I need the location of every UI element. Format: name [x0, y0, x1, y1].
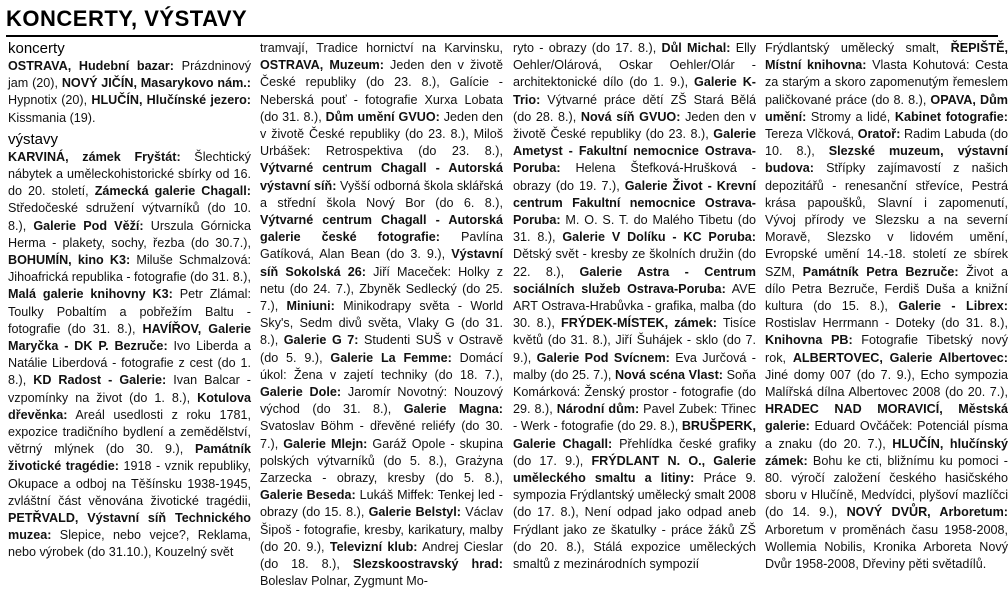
listing-text: Výtvarné práce dětí ZŠ Stará Bělá (do 28. 8.), — [513, 92, 756, 124]
venue-name: BOHUMÍN, kino K3: — [8, 253, 131, 268]
venue-name: Galerie Belstyl: — [368, 505, 461, 520]
venue-name: FRÝDLANT N. O., Galerie uměleckého smaltu a litiny: — [513, 453, 757, 486]
venue-name: OSTRAVA, Hudební bazar: — [8, 59, 175, 73]
venue-name: Galerie Dole: — [260, 385, 342, 400]
listing-text: Miluše Schmalzová: Jihoafrická republika - fotografie (do 31. 8.), — [8, 253, 252, 285]
venue-name: OSTRAVA, Muzeum: — [260, 58, 384, 73]
venue-name: Slezskoostravský hrad: — [352, 557, 503, 572]
venue-name: NOVÝ JIČÍN, Masarykovo nám.: — [61, 76, 251, 91]
listing-text: Minikodrapy světa - World Sky's, Sedm divů světa, Vlaky G (do 31. 8.), — [260, 299, 504, 348]
column-4 — [765, 40, 1008, 572]
venue-name: Výtvarné centrum Chagall - Autorská výstavní síň: — [260, 161, 503, 193]
listing-text: Elly Oehler/Olárová, Oskar Oehler/Olár - architektonické dílo (do 1. 9.), — [513, 41, 756, 90]
venue-name: ALBERTOVEC, Galerie Albertovec: — [792, 350, 1008, 365]
venue-name: Televizní klub: — [329, 539, 418, 554]
listing-text: Garáž Opole - skupina polských výtvarníků (do 5. 8.), Grażyna Zarzecka - obrazy, kresby (do 5. 8.), — [260, 436, 503, 486]
listing-text: Život a dílo Petra Bezruče, Ferdiš Duša a knižní kultura (do 15. 8.), — [765, 264, 1008, 314]
listing-text: AVE ART Ostrava-Hrabůvka - grafika, malba (do 30. 8.), — [513, 281, 756, 331]
listing-text: Arboretum v proměnách času 1958-2008, Wollemia Nobilis, Kronika Arboreta Nový Dvůr 1958-2008, Dřeviny pěti světadílů. — [765, 522, 1008, 572]
venue-name: OPAVA, Dům umění: — [765, 92, 1008, 124]
listing-text: Práce 9. sympozia Frýdlantský umělecký smalt 2008 (do 17. 8.), Není odpad jako odpad aneb Frýdlant jako ze škatulky - práce žáků ZŠ (do 20. 8.), Stálá expozice uměleckých smaltů z mezinárodních sympozií — [513, 471, 756, 572]
listing-text: Bohu ke cti, bližnímu ku pomoci - 80. výročí založení českého hasičského sboru v Hlučíně, Medvídci, plyšoví mazlíčci (do 14. 9.), — [765, 453, 1008, 520]
listing-text: Vlasta Kohutová: Cesta za starým a skoro zapomenutým řemeslem paličkované práce (do 8. 8.), — [765, 58, 1008, 107]
venue-name: Galerie K-Trio: — [513, 75, 756, 107]
venue-name: HLUČÍN, Hlučínské jezero: — [91, 93, 252, 108]
listing-text: Jeden den v životě České republiky (do 23. 8.), Miloš Urbášek: Retrospektiva (do 23. 8.), — [260, 109, 503, 159]
section-heading-koncerty: koncerty — [8, 40, 65, 57]
listing-text: Eduard Ovčáček: Potenciál písma a znaku (do 20. 7.), — [765, 419, 1008, 451]
listing-text: Dětský svět - kresby ze školních družin (do 22. 8.), — [513, 247, 756, 279]
venue-name: Památník životické tragédie: — [8, 442, 251, 474]
venue-name: ŘEPIŠTĚ, Místní knihovna: — [765, 41, 1008, 73]
venue-name: Výstavní síň Sokolská 26: — [260, 247, 503, 279]
venue-name: Nová scéna Vlast: — [614, 367, 723, 382]
listing-text: Studenti SUŠ v Ostravě (do 5. 9.), — [260, 333, 503, 365]
vystavy-listing — [8, 149, 251, 562]
listing-text: Areál usedlosti z roku 1781, expozice tradičního bydlení a zemědělství, větrný mlýnek (do 30. 9.), — [8, 407, 251, 457]
column-1 — [8, 40, 252, 560]
listing-text: Jiří Maceček: Holky z netu (do 24. 7.), Zbyněk Sedlecký (do 25. 7.), — [260, 264, 503, 314]
venue-name: FRÝDEK-MÍSTEK, zámek: — [561, 316, 717, 331]
listing-text: Lukáš Miffek: Tenkej led - obrazy (do 15. 8.), — [260, 488, 503, 520]
listing-text: Fotografie Tibetský nový rok, — [765, 333, 1008, 365]
listing-text: Kissmania (19). — [8, 110, 96, 125]
listing-text: Ivan Balcar - vzpomínky na život (do 1. 8.), — [8, 373, 251, 405]
venue-name: HRADEC NAD MORAVICÍ, Městská galerie: — [765, 402, 1008, 434]
venue-name: Památník Petra Bezruče: — [802, 264, 959, 279]
venue-name: Knihovna PB: — [765, 333, 853, 348]
listing-text: Václav Šipoš - fotografie, kresby, karikatury, malby (do 20. 9.), — [260, 505, 503, 554]
venue-name: BRUŠPERK, Galerie Chagall: — [513, 419, 756, 451]
venue-name: Nová síň GVUO: — [580, 109, 681, 124]
listing-text: Hypnotix (20), — [8, 93, 92, 108]
title-rule — [6, 35, 998, 37]
listing-text: Jiné domy 007 (do 7. 9.), Echo sympozia Malířská dílna Albertovec 2008 (do 20. 7.), — [765, 367, 1008, 400]
listing-text: 1918 - vznik republiky, Okupace a odboj na Těšínsku 1938-1945, zvláštní část věnována životické tragédii, — [8, 459, 251, 508]
listing-text: Pavel Zubek: Třinec - Werk - fotografie (do 29. 8.), — [513, 402, 757, 434]
listing-text: Ivo Liberda a Natálie Liberdová - fotografie z cest (do 1. 8.), — [8, 339, 251, 388]
listing-text: Stromy a lidé, — [806, 109, 895, 124]
venue-name: Galerie G 7: — [283, 333, 359, 348]
listing-text: M. O. S. T. do Malého Tibetu (do 31. 8.), — [513, 213, 756, 245]
venue-name: HLUČÍN, hlučínský zámek: — [765, 436, 1008, 468]
section-heading-vystavy: výstavy — [8, 130, 59, 148]
venue-name: Slezské muzeum, výstavní budova: — [765, 144, 1008, 176]
listing-text: Slepice, nebo vejce?, Reklama, nebo výrobek (do 31.10.), Kouzelný svět — [8, 528, 251, 560]
venue-name: Kotulova dřevěnka: — [8, 390, 251, 422]
venue-name: Kabinet fotografie: — [894, 109, 1008, 124]
venue-name: KARVINÁ, zámek Fryštát: — [8, 149, 181, 164]
venue-name: Zámecká galerie Chagall: — [94, 184, 251, 199]
masthead — [0, 0, 1006, 36]
koncerty-listing — [8, 58, 251, 127]
venue-name: Galerie Pod Svícnem: — [536, 350, 670, 365]
listing-text: Prázdninový jam (20), — [8, 59, 251, 91]
listing-text: Středočeské sdružení výtvarníků (do 10. 8.), — [8, 201, 251, 233]
venue-name: Galerie - Librex: — [898, 299, 1008, 314]
venue-name: Galerie V Dolíku - KC Poruba: — [562, 230, 756, 245]
venue-name: Malá galerie knihovny K3: — [8, 287, 173, 302]
listing-text: Přehlídka české grafiky (do 17. 9.), — [513, 436, 756, 468]
venue-name: PETŘVALD, Výstavní síň Technického muzea: — [8, 511, 251, 543]
listing-text: Tisíce květů (do 31. 8.), Jiří Šuhájek - sklo (do 7. 9.), — [513, 316, 757, 365]
venue-name: Galerie Pod Věží: — [33, 218, 144, 233]
venue-name: KD Radost - Galerie: — [33, 373, 167, 388]
listing-text: Helena Štefková-Hrušková - obrazy (do 19. 7.), — [513, 161, 756, 193]
listing-text: Eva Jurčová - malby (do 25. 7.), — [513, 350, 756, 382]
vystavy-listing-continued — [260, 40, 503, 591]
venue-name: Galerie La Femme: — [330, 350, 452, 365]
page-title: KONCERTY, VÝSTAVY — [6, 6, 248, 31]
column-2 — [260, 40, 504, 589]
listing-text: Frýdlantský umělecký smalt, — [765, 41, 951, 55]
listing-text: Domácí úkol: Žena v zajetí techniky (do 18. 7.), — [260, 350, 503, 382]
venue-name: Galerie Magna: — [403, 402, 503, 417]
listing-text: Svatoslav Böhm - dřevěné reliéfy (do 30. 7.), — [260, 419, 503, 451]
venue-name: Dům umění GVUO: — [325, 109, 440, 124]
listing-text: ryto - obrazy (do 17. 8.), — [513, 41, 662, 55]
listing-text: Jaromír Novotný: Nouzový východ (do 31. 8.), — [260, 385, 503, 417]
venue-name: HAVÍŘOV, Galerie Maryčka - DK P. Bezruče: — [8, 321, 251, 354]
venue-name: Výtvarné centrum Chagall - Autorská galerie české fotografie: — [260, 213, 503, 245]
listing-text: Radim Labuda (do 10. 8.), — [765, 127, 1008, 159]
listing-text: Soňa Komárková: Ženský prostor - fotografie (do 29. 8.), — [513, 367, 756, 417]
venue-name: Oratoř: — [857, 127, 901, 142]
venue-name: Galerie Astra - Centrum sociálních služeb Ostrava-Poruba: — [513, 264, 757, 296]
listing-text: Tereza Vlčková, — [765, 127, 858, 142]
listing-text: Šlechtický nábytek a uměleckohistorické sbírky od 16. do 20. století, — [8, 149, 251, 199]
listing-text: Vyšší odborná škola sklářská a střední škola Nový Bor (do 6. 8.), — [260, 178, 504, 210]
venue-name: Galerie Beseda: — [260, 488, 356, 503]
venue-name: Miniuni: — [286, 299, 335, 314]
listing-text: Pavlína Gatíková, Alan Bean (do 3. 9.), — [260, 230, 503, 262]
vystavy-listing-continued — [513, 40, 756, 573]
listing-text: Andrej Cieslar (do 18. 8.), — [260, 539, 503, 572]
venue-name: Galerie Mlejn: — [283, 436, 368, 451]
listing-text: Rostislav Herrmann - Doteky (do 31. 8.), — [765, 316, 1008, 331]
column-3 — [513, 40, 757, 572]
venue-name: Galerie Ametyst - Fakultní nemocnice Ostrava-Poruba: — [513, 127, 756, 176]
venue-name: NOVÝ DVŮR, Arboretum: — [846, 505, 1008, 520]
venue-name: Důl Michal: — [661, 41, 731, 55]
listing-text: tramvají, Tradice hornictví na Karvinsku, — [260, 41, 503, 55]
listing-text: Boleslav Polnar, Zygmunt Mo- — [260, 574, 428, 589]
listing-text: Jeden den v životě České republiky (do 23. 8.), Galície - Neberská pouť - fotografie Xurxa Lobata (do 31. 8.), — [260, 58, 503, 124]
vystavy-listing-continued — [765, 40, 1008, 573]
listing-text: Jeden den v životě České republiky (do 23. 8.), — [513, 109, 757, 142]
listing-text: Urszula Górnicka Herma - plakety, sochy, řezba (do 30.7.), — [8, 218, 251, 250]
venue-name: Galerie Život - Krevní centrum Fakultní nemocnice Ostrava-Poruba: — [513, 178, 756, 228]
listing-text: Petr Zlámal: Toulky Pobaltím a pobřežím Baltu - fotografie (do 31. 8.), — [8, 287, 251, 336]
listing-text: Střípky zajímavostí z našich depozitářů - renesanční střevíce, Pestrá krása papoušků, Slavní i zapomenutí, Vývoj přírody ve Slezsku a na severní Moravě, Slezsko v lidovém umění, Evropské umění 14.-18. století ze sbírek SZM, — [765, 161, 1008, 279]
venue-name: Národní dům: — [556, 402, 640, 417]
